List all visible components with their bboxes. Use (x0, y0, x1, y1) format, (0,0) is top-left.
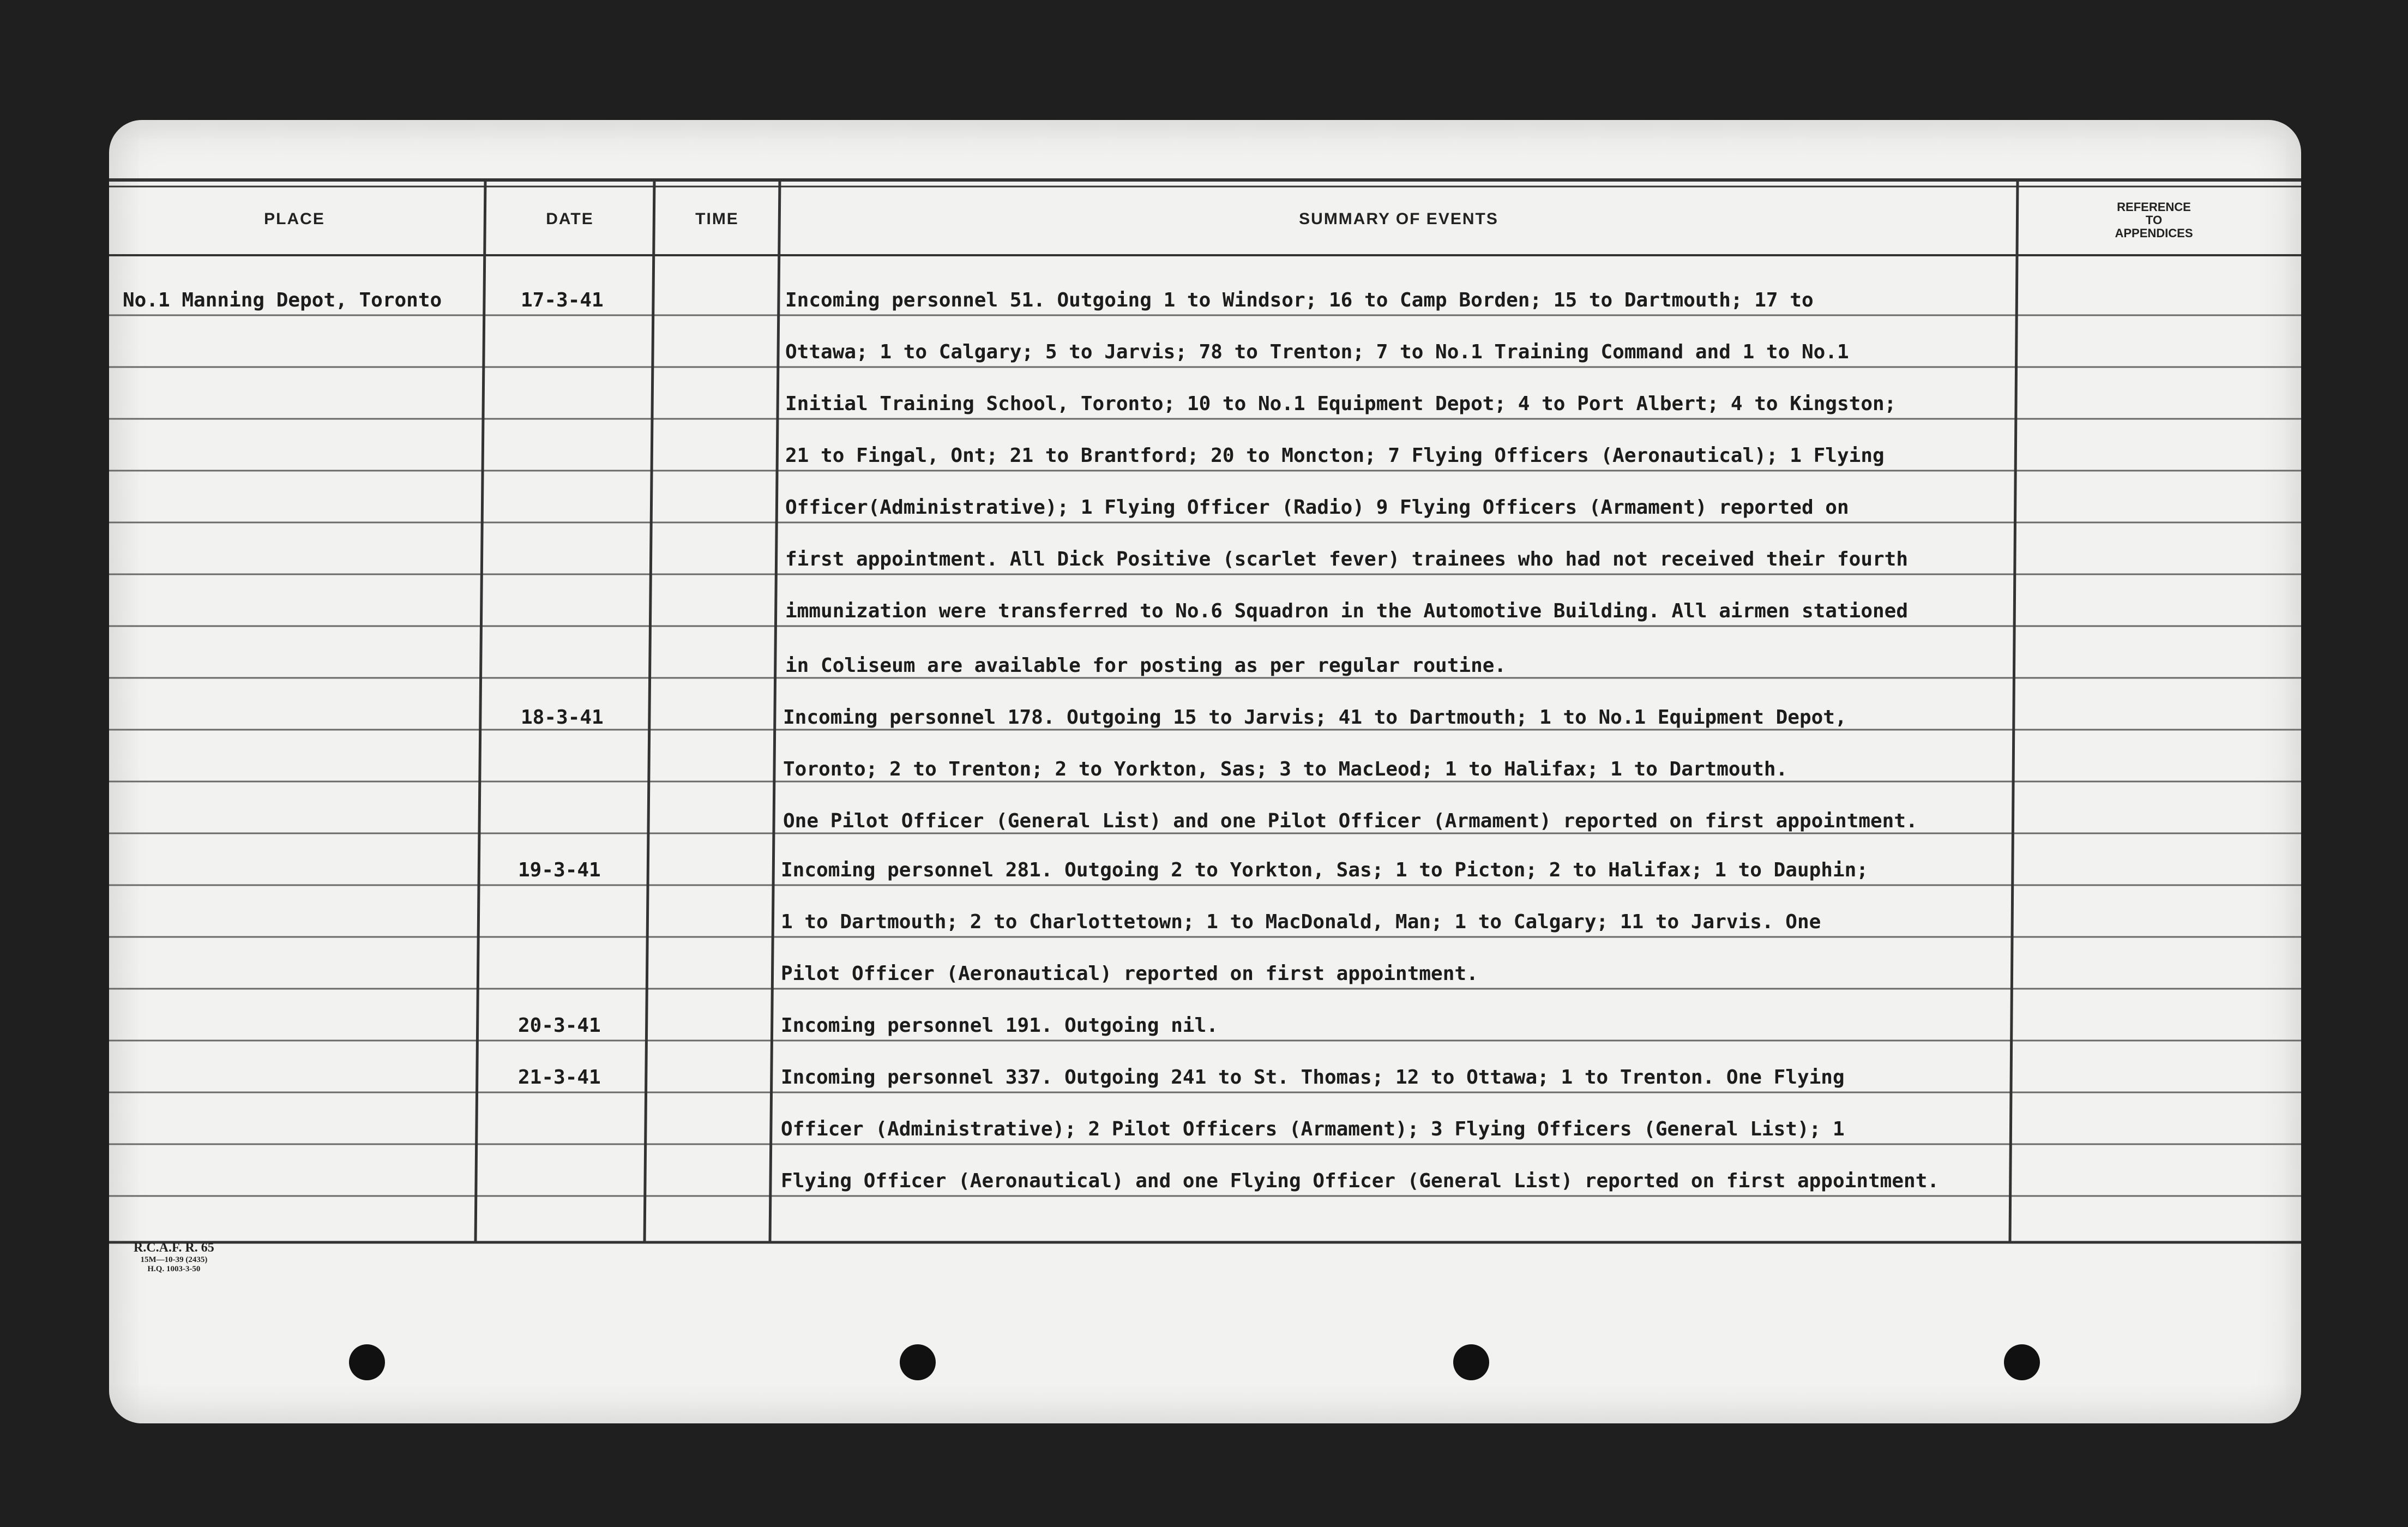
punch-hole (900, 1344, 936, 1380)
date-entry: 20-3-41 (518, 1014, 601, 1037)
diary-card (109, 120, 2301, 1423)
punch-hole (2004, 1344, 2040, 1380)
date-entry: 18-3-41 (521, 706, 604, 729)
summary-line: Incoming personnel 337. Outgoing 241 to St. Thomas; 12 to Ottawa; 1 to Trenton. One Flying (781, 1066, 1845, 1089)
summary-line: Toronto; 2 to Trenton; 2 to Yorkton, Sas; 3 to MacLeod; 1 to Halifax; 1 to Dartmouth. (783, 758, 1788, 780)
form-code (134, 1241, 214, 1274)
summary-line: 1 to Dartmouth; 2 to Charlottetown; 1 to MacDonald, Man; 1 to Calgary; 11 to Jarvis. One (781, 911, 1821, 933)
header-time: TIME (695, 210, 739, 228)
summary-line: Incoming personnel 191. Outgoing nil. (781, 1014, 1218, 1037)
summary-line: Flying Officer (Aeronautical) and one Flying Officer (General List) reported on first appointment. (781, 1170, 1940, 1192)
summary-line: Incoming personnel 281. Outgoing 2 to Yorkton, Sas; 1 to Picton; 2 to Halifax; 1 to Dauphin; (781, 859, 1868, 881)
header-summary: SUMMARY OF EVENTS (1299, 210, 1498, 228)
date-entry: 19-3-41 (518, 859, 601, 881)
header-place: PLACE (264, 210, 325, 228)
summary-line: One Pilot Officer (General List) and one Pilot Officer (Armament) reported on first appointment. (783, 810, 1918, 832)
header-date: DATE (546, 210, 594, 228)
form-code-line-1: R.C.A.F. R. 65 (134, 1241, 214, 1255)
summary-line: Officer(Administrative); 1 Flying Officer (Radio) 9 Flying Officers (Armament) reported on (785, 496, 1849, 519)
summary-line: 21 to Fingal, Ont; 21 to Brantford; 20 to Moncton; 7 Flying Officers (Aeronautical); 1 Flying (785, 444, 1885, 467)
summary-line: Initial Training School, Toronto; 10 to No.1 Equipment Depot; 4 to Port Albert; 4 to Kingston; (785, 393, 1897, 415)
punch-hole (1453, 1344, 1489, 1380)
summary-line: Ottawa; 1 to Calgary; 5 to Jarvis; 78 to Trenton; 7 to No.1 Training Command and 1 to No.1 (785, 341, 1849, 363)
punch-hole (349, 1344, 385, 1380)
form-code-line-3: H.Q. 1003-3-50 (147, 1265, 201, 1273)
date-entry: 21-3-41 (518, 1066, 601, 1089)
header-reference-line-2: TO (2145, 213, 2163, 227)
summary-line: first appointment. All Dick Positive (scarlet fever) trainees who had not received their fourth (785, 548, 1909, 570)
header-reference (2072, 201, 2236, 240)
date-entry: 17-3-41 (521, 289, 604, 311)
summary-line: Pilot Officer (Aeronautical) reported on first appointment. (781, 963, 1478, 985)
header-reference-line-1: REFERENCE (2117, 200, 2191, 214)
header-reference-line-3: APPENDICES (2115, 226, 2193, 240)
summary-line: Officer (Administrative); 2 Pilot Officers (Armament); 3 Flying Officers (General List); 1 (781, 1118, 1845, 1140)
summary-line: Incoming personnel 178. Outgoing 15 to Jarvis; 41 to Dartmouth; 1 to No.1 Equipment Depot, (783, 706, 1847, 729)
summary-line: Incoming personnel 51. Outgoing 1 to Windsor; 16 to Camp Borden; 15 to Dartmouth; 17 to (785, 289, 1814, 311)
form-code-line-2: 15M—10-39 (2435) (140, 1255, 208, 1264)
summary-line: in Coliseum are available for posting as per regular routine. (785, 654, 1507, 677)
place-entry: No.1 Manning Depot, Toronto (123, 289, 442, 311)
summary-line: immunization were transferred to No.6 Squadron in the Automotive Building. All airmen stationed (785, 600, 1909, 622)
